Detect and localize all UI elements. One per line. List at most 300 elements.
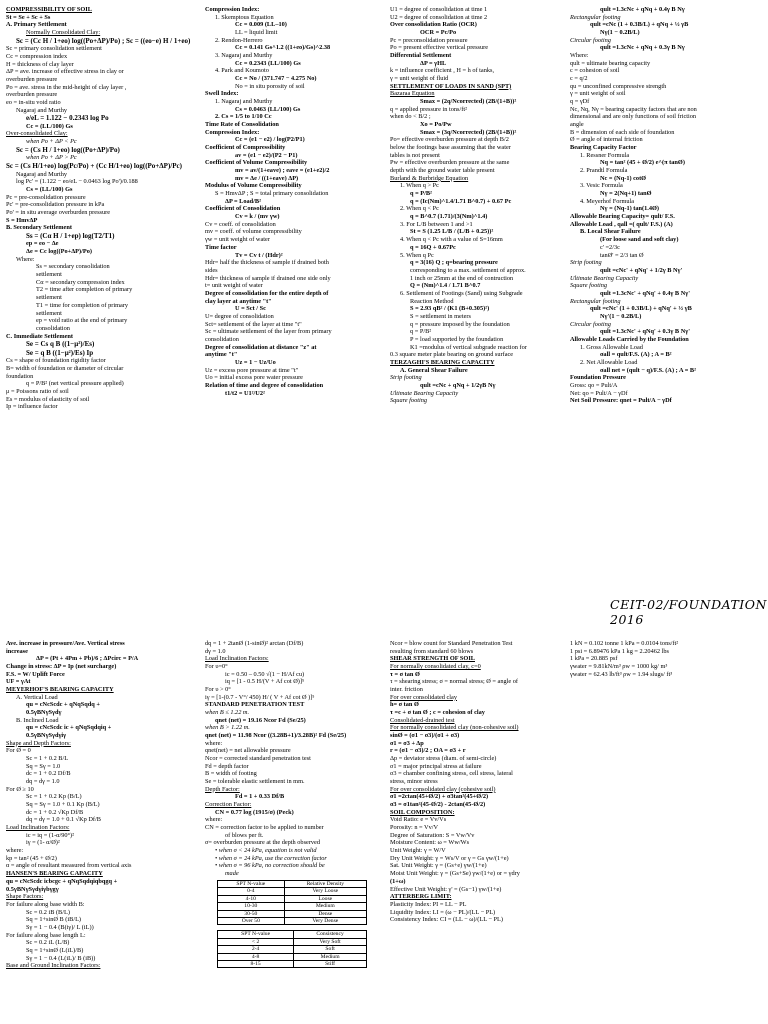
- formula-line: qult =cNc + qNq + 1/2γB Nγ: [420, 381, 496, 389]
- formula-line: ΔP = ave. increase of effective stress in clay or: [6, 68, 124, 76]
- formula-line: S = HmvΔP: [6, 216, 38, 224]
- formula-line: made: [225, 870, 239, 878]
- formula-line: SETTLEMENT OF LOADS IN SAND (SPT): [390, 82, 512, 90]
- formula-line: Over consolidation Ratio (OCR): [390, 21, 477, 29]
- formula-line: k = influence coefficient , H = h of tanks,: [390, 67, 495, 75]
- table-header-row: [218, 880, 367, 887]
- formula-line: Cv = k / (mv γw): [235, 213, 280, 221]
- column-6-lines: [205, 640, 385, 878]
- formula-line: e/eL = 1.122 − 0.2343 log Po: [26, 114, 109, 123]
- table-row: [218, 946, 367, 953]
- column-3: [390, 6, 580, 566]
- formula-line: • when σ = 96 kPa, no correction should be: [215, 862, 325, 870]
- formula-line: Po= effective overburden pressure at depth B/2: [390, 136, 509, 144]
- formula-line: q = P/B²: [410, 190, 432, 198]
- column-8: [570, 640, 762, 1022]
- formula-line: H = thickness of clay layer: [6, 60, 74, 68]
- formula-line: Pw = effective overburden pressure at the same: [390, 159, 510, 167]
- formula-line: St = Se + Sc + Ss: [6, 13, 51, 21]
- formula-line: ΔP = γHL: [420, 59, 447, 67]
- formula-line: • when σ = 24 kPa, use the correction factor: [215, 854, 327, 862]
- formula-line: 1 kN = 0.102 tonne 1 kPa = 0.0104 tons/ft²: [570, 640, 679, 647]
- formula-line: For Ø ≥ 10: [6, 785, 34, 793]
- formula-line: α = angle of resultant measured from vertical axis: [6, 862, 132, 870]
- formula-line: B= width of foundation or diameter of circular: [6, 364, 124, 372]
- formula-line: dc = 1 + 0.2 √Kp Df/B: [26, 808, 84, 816]
- formula-line: 1. Nagaraj and Murthy: [215, 98, 273, 106]
- formula-line: Moist Unit Weight: γ = (Gs+Se) γw/(1+e) or = γdry: [390, 870, 520, 878]
- formula-line: 1 kPa = 20.885 psf: [570, 655, 618, 663]
- formula-line: Cα = secondary compression index: [36, 278, 125, 286]
- formula-line: Nq = tan² (45 + Ø/2) e^(π tanØ): [600, 159, 685, 167]
- table-cell: Loose: [284, 895, 366, 902]
- formula-line: Void Ratio: e = Vv/Vs: [390, 816, 447, 824]
- sheet-footer-title: CEIT-02/FOUNDATION 2016: [610, 597, 767, 628]
- formula-line: Sc = (Cc H / 1+eo) log((Po+ΔP)/Po) ; Sc = ((eo−e) H / 1+eo): [16, 36, 191, 45]
- formula-line: σ1 =2ctan(45+Ø/2) + σ3tan²(45+Ø/2): [390, 793, 489, 801]
- formula-line: Shape and Depth Factors:: [6, 739, 71, 747]
- table-row: [218, 888, 367, 895]
- formula-line: iγ = [1-(0.7 - V°/ 450) H/ ( V + Af cot Ø )]⁵: [205, 693, 315, 701]
- formula-line: Rectangular footing: [570, 297, 621, 305]
- table-header-cell: SPT N-value: [218, 931, 294, 938]
- formula-line: dq = 1 + 2tanØ (1-sinØ)² arctan (Df/B): [205, 640, 304, 647]
- table-row: [218, 961, 367, 968]
- formula-line: dγ = 1.0: [205, 647, 226, 655]
- table-cell: Very Dense: [284, 917, 366, 924]
- spt-density-table: [217, 880, 367, 926]
- formula-line: eo = in-situ void ratio: [6, 98, 61, 106]
- formula-line: Po = ave. stress in the mid-height of clay layer ,: [6, 83, 127, 91]
- formula-line: Fd = 1 + 0.33 Df/B: [235, 793, 285, 801]
- formula-line: Se = q B ((1−μ²)/Es) Ip: [26, 348, 94, 357]
- formula-line: • when σ < 24 kPa, equation is not valid: [215, 847, 317, 855]
- formula-line: 1. Ressner Formula: [580, 151, 630, 159]
- formula-line: Xo = Po/Pw: [420, 121, 452, 129]
- formula-line: Load Inclination Factors:: [6, 824, 70, 832]
- formula-line: c = cohesion of soil: [570, 67, 620, 75]
- formula-line: kp = tan² (45 + Ø/2): [6, 854, 57, 862]
- formula-line: SOIL COMPOSITION:: [390, 808, 455, 816]
- formula-line: For over consolidated clay (cohesive soil): [390, 785, 496, 793]
- formula-line: Allowable Bearing Capacity= qult/ F.S.: [570, 213, 675, 221]
- formula-line: Ss = secondary consolidation: [36, 263, 110, 271]
- formula-line: B = dimension of each side of foundation: [570, 128, 675, 136]
- formula-line: For over consolidated clay: [390, 693, 457, 701]
- table-row: [218, 953, 367, 960]
- table-cell: Medium: [294, 953, 367, 960]
- formula-line: UF = γAt: [6, 678, 31, 686]
- formula-line: Se = tolerable elastic settlement in mm.: [205, 778, 305, 786]
- formula-line: Nγ = 2(Nq+1) tanØ: [600, 190, 652, 198]
- table-cell: Very Soft: [294, 938, 367, 945]
- formula-line: Cs = 0.0463 (LL/100) Gs: [235, 105, 301, 113]
- formula-line: Foundation Pressure: [570, 374, 626, 382]
- formula-line: Net Soil Pressure: qnet = Pult/A − γDf: [570, 397, 672, 405]
- table-cell: Very Loose: [284, 888, 366, 895]
- formula-line: when B > 1.22 m.: [205, 724, 250, 732]
- formula-line: Pc' = pre-consolidation pressure in kPa: [6, 201, 105, 209]
- formula-line: S = 2.93 qB² / (K1 (B+0.305)²): [410, 305, 490, 313]
- formula-line: when B ≤ 1.22 m.: [205, 709, 250, 717]
- formula-line: settlement: [36, 309, 62, 317]
- formula-line: A. General Shear Failure: [400, 366, 468, 374]
- formula-line: Nγ = (Nq-1) tan(1.4Ø): [600, 205, 660, 213]
- formula-line: Sq = 1+sinØ B (iB/L): [26, 916, 82, 924]
- formula-line: 5. When q Pc: [400, 251, 434, 259]
- formula-line: Relation of time and degree of consolidation: [205, 381, 324, 389]
- formula-line: Ss = (Cα H / 1+ep) log(T2/T1): [26, 231, 115, 240]
- formula-line: Δp = deviator stress (diam. of semi-circle): [390, 755, 497, 763]
- column-6: [205, 640, 385, 1022]
- table-cell: Soft: [294, 946, 367, 953]
- formula-line: For failure along base width B:: [6, 900, 85, 908]
- formula-line: MEYERHOF'S BEARING CAPACITY: [6, 686, 114, 694]
- formula-line: qnet (net) = 11.98 Ncor ((3.28B+1)/3.28B)² Fd (Se/25): [205, 732, 347, 740]
- formula-line: 2. Net Allowable Load: [580, 358, 638, 366]
- formula-line: 0.5γBNγSγdγiγbγgγ: [6, 885, 59, 893]
- formula-line: dimensional and are only functions of soil friction: [570, 113, 697, 121]
- formula-line: 6. Settlement of Footings (Sand) using Subgrade: [400, 289, 523, 297]
- formula-line: CN = correction factor to be applied to number: [205, 824, 324, 832]
- formula-line: μ = Poissons ratio of soil: [6, 387, 69, 395]
- formula-line: 3. Nagaraj and Murthy: [215, 52, 273, 60]
- formula-line: qult =cNc (1 + 0.3B/L) + qNq + ½ γB: [590, 21, 689, 29]
- formula-line: Consolidated-drained test: [390, 716, 455, 724]
- formula-line: Normally Consolidated Clay:: [26, 29, 101, 37]
- formula-line: where:: [205, 739, 223, 747]
- formula-line: Coefficient of Compressibility: [205, 144, 286, 152]
- formula-line: σall net = (qult − q)/F.S. (A) ; A = B²: [600, 366, 696, 374]
- formula-line: q = B^0.7 (1.71)/(3(Nm)^1.4): [410, 213, 488, 221]
- formula-line: σ3 = σ1tan²(45-Ø/2) - 2ctan(45-Ø/2): [390, 801, 486, 809]
- formula-line: Change in stress: ΔP = Ip (net surcharge): [6, 663, 117, 671]
- formula-line: Load Inclination Factors:: [205, 655, 269, 663]
- formula-line: Porosity: n = Vv/V: [390, 824, 439, 832]
- formula-line: Degree of consolidation for the entire depth of: [205, 289, 329, 297]
- formula-line: SHEAR STRENGTH OF SOIL: [390, 655, 475, 663]
- formula-line: Ø = angle of internal friction: [570, 136, 643, 144]
- formula-line: Se = Cs q B ((1−μ²)/Es): [26, 340, 95, 349]
- table-row: [218, 938, 367, 945]
- table-header-cell: SPT N-value: [218, 880, 285, 887]
- formula-line: qult =cNc' + qNq' + 1/2γ B Nγ': [600, 266, 683, 274]
- formula-line: τ = σ tan Ø: [390, 670, 420, 678]
- formula-line: σ3 = chamber confining stress, cell stress, lateral: [390, 770, 513, 778]
- formula-line: TERZAGHI'S BEARING CAPACITY: [390, 358, 495, 366]
- formula-line: (For loose sand and soft clay): [600, 236, 679, 244]
- formula-line: Nc, Nq, Nγ = bearing capacity factors that are non: [570, 105, 697, 113]
- formula-line: Allowable Load , qall =( qult/ F.S.) (A): [570, 220, 673, 228]
- formula-line: consolidation: [36, 324, 70, 332]
- formula-line: qu = cNcScdc + qNqSqdq +: [26, 701, 100, 709]
- formula-line: q = γDf: [570, 98, 590, 106]
- formula-line: σ= overburden pressure at the depth observed: [205, 839, 321, 847]
- formula-line: Es = modulus of elasticity of soil: [6, 395, 90, 403]
- formula-line: settlement: [36, 271, 62, 279]
- formula-line: 0.5γBNγSγdγiγ: [26, 732, 67, 740]
- formula-line: ic = 0.50 – 0.50 √(1 − H/Af cu): [225, 670, 305, 678]
- formula-line: Sc = ultimate settlement of the layer from primary: [205, 328, 332, 336]
- formula-line: Hdr= thickness of sample if drained one side only: [205, 274, 331, 282]
- formula-line: Allowable Loads Carried by the Foundation: [570, 335, 689, 343]
- formula-line: of blows per ft.: [225, 831, 264, 839]
- table-cell: 4-10: [218, 895, 285, 902]
- formula-line: B. Secondary Settlement: [6, 224, 72, 232]
- formula-line: Sc = (Cs H/1+eo) log(Pc/Po) + (Cc H/1+eo) log((Po+ΔP)/Pc): [6, 162, 182, 171]
- formula-line: Uo = initial excess pore water pressure: [205, 374, 303, 382]
- formula-line: 4. Park and Koumoto: [215, 67, 269, 75]
- formula-line: γ = unit weight of fluid: [390, 75, 449, 83]
- formula-line: S = HmvΔP ; S = total primary consolidation: [215, 190, 329, 198]
- formula-line: Sc = primary consolidation settlement: [6, 45, 102, 53]
- formula-line: consolidation: [205, 335, 239, 343]
- column-2: [205, 6, 385, 566]
- formula-line: Sq = Sγ = 1.0 + 0.1 Kp (B/L): [26, 801, 100, 809]
- formula-line: Δe = Cc log((Po+ΔP)/Po): [26, 248, 92, 256]
- formula-line: Nagaraj and Murthy: [16, 170, 68, 178]
- table-cell: Over 50: [218, 917, 285, 924]
- formula-line: q = pressure imposed by the foundation: [410, 320, 510, 328]
- formula-line: 1. When q > Pc: [400, 182, 439, 190]
- formula-line: Cv = coeff. of consolidation: [205, 220, 276, 228]
- formula-line: Gross: qo = Pult/A: [570, 381, 618, 389]
- table-cell: 10-30: [218, 903, 285, 910]
- formula-line: Cs = shape of foundation rigidity factor: [6, 357, 106, 365]
- formula-line: B. Local Shear Failure: [580, 228, 641, 236]
- formula-line: Cc = 0.009 (LL–10): [235, 21, 287, 29]
- formula-line: when Po + ΔP < Pc: [26, 138, 77, 146]
- formula-line: qu = cNcScdc ic + qNqSqdqiq +: [26, 724, 112, 732]
- formula-line: Where:: [570, 52, 589, 60]
- formula-line: c' =2/3c: [600, 243, 620, 251]
- formula-line: dq = dγ = 1.0: [26, 778, 60, 786]
- formula-line: CN = 0.77 log (1915/σ) (Peck): [215, 808, 294, 816]
- table-cell: 30-50: [218, 910, 285, 917]
- formula-line: 0.3 square meter plate bearing on ground surface: [390, 351, 514, 359]
- formula-line: γw = unit weight of water: [205, 236, 270, 244]
- formula-line: inter. friction: [390, 686, 423, 694]
- formula-line: B. Inclined Load: [16, 716, 59, 724]
- formula-line: qnet(net) = net allowable pressure: [205, 747, 291, 755]
- formula-line: q = 16Q + 0.67Pc: [410, 243, 456, 251]
- formula-line: 4. Meyerhof Formula: [580, 197, 635, 205]
- formula-line: Sc = 0.2 iL (L/B): [26, 939, 70, 947]
- formula-line: depth with the ground water table present: [390, 167, 495, 175]
- formula-line: Consistency Index: CI = (LL − ω)/(LL − PL): [390, 916, 503, 924]
- formula-line: ATTERBERG LIMIT:: [390, 893, 452, 901]
- table-header-row: [218, 931, 367, 938]
- formula-line: Ultimate Bearing Capacity: [390, 389, 459, 397]
- formula-line: mv = av/(1+eave) ; eave = (e1+e2)/2: [235, 167, 330, 175]
- formula-line: Dry Unit Weight: γ = Ws/V or γ = Gs γw/(1+e): [390, 854, 509, 862]
- formula-line: q = applied pressure in tons/ft²: [390, 105, 467, 113]
- formula-line: ΔP = (Pt + 4Pm + Pb)/6 ; ΔPcirc = P/A: [36, 655, 139, 663]
- formula-line: Depth Factor:: [205, 785, 240, 793]
- formula-line: Cc = 0.141 Gs^1.2 ((1+eo)/Gs)^2.38: [235, 44, 331, 52]
- formula-line: Bearing Capacity Factor: [570, 144, 637, 152]
- formula-line: qult =cNc' (1 + 0.3B/L) + qNq' + ½ γB: [590, 305, 692, 313]
- table-row: [218, 895, 367, 902]
- formula-line: Sc = (Cs H / 1+eo) log((Po+ΔP)/Po): [16, 145, 120, 154]
- formula-line: Po = present effective vertical pressure: [390, 44, 489, 52]
- table-row: [218, 910, 367, 917]
- formula-line: Coefficient of Volume Compressibility: [205, 159, 308, 167]
- formula-line: ΔP = Load/B²: [225, 197, 262, 205]
- table-row: [218, 917, 367, 924]
- formula-line: ep = void ratio at the end of primary: [36, 317, 128, 325]
- formula-line: U2 = degree of consolidation at time 2: [390, 13, 488, 21]
- formula-line: resulting from standard 60 blows: [390, 647, 474, 655]
- formula-line: Fd = depth factor: [205, 762, 249, 770]
- formula-line: Cc = 0.2343 (LL/100) Gs: [235, 59, 301, 67]
- formula-line: For normally consolidated clay, c=0: [390, 663, 481, 671]
- formula-line: q = (Ic(Nm)^1.4/1.71 B^0.7) + 0.67 Pc: [410, 197, 512, 205]
- formula-line: angle: [570, 121, 584, 129]
- formula-line: Sct= settlement of the layer at time "t": [205, 320, 302, 328]
- table-cell: < 2: [218, 938, 294, 945]
- formula-line: qult =1.3cNc' + qNq' + 0.4γ B Nγ': [600, 289, 690, 297]
- formula-line: Smax = (2q/Ncorrected) (2B/(1+B))²: [420, 98, 517, 106]
- formula-line: Circular footing: [570, 320, 611, 328]
- formula-line: Uz = 1 − Uz/Uo: [235, 358, 276, 366]
- formula-line: iq = [1 - 0.5 H/(V + Af cot Ø)]⁵: [225, 678, 305, 686]
- formula-line: Burland & Burbridge Equation: [390, 174, 469, 182]
- formula-line: For Ø = 0: [6, 747, 31, 755]
- formula-line: For υ=0°: [205, 663, 228, 671]
- formula-line: Ultimate Bearing Capacity: [570, 274, 639, 282]
- formula-line: q = P/B² (net vertical pressure applied): [26, 380, 124, 388]
- formula-line: Tv = Cv t / (Hdr)²: [235, 251, 283, 259]
- formula-line: B = width of footing: [205, 770, 257, 778]
- formula-line: Cc = (LL/100) Gs: [26, 122, 73, 130]
- formula-line: Coefficient of Consolidation: [205, 205, 281, 213]
- formula-line: U= degree of consolidation: [205, 312, 274, 320]
- formula-line: Reaction Method: [410, 297, 454, 305]
- formula-line: Sq = Sγ = 1.0: [26, 762, 61, 770]
- formula-line: 4. When q < Pc with a value of S=16mm: [400, 236, 503, 244]
- formula-line: OCR = Pc/Po: [420, 29, 457, 37]
- formula-line: overburden pressure: [6, 75, 58, 83]
- formula-line: 1 psi = 6.89476 kPa 1 kg = 2.20462 lbs: [570, 647, 669, 655]
- table-cell: Medium: [284, 903, 366, 910]
- formula-line: dq = dγ = 1.0 + 0.1 √Kp Df/B: [26, 816, 101, 824]
- formula-line: STANDARD PENETRATION TEST: [205, 701, 305, 709]
- formula-line: COMPRESSIBILITY OF SOIL: [6, 6, 92, 13]
- formula-line: Cc = (e1 − e2) / log(P2/P1): [235, 136, 305, 144]
- formula-line: St = S (1.25 L/B / (L/B + 0.25))²: [410, 228, 494, 236]
- formula-line: Degree of Saturation: S = Vw/Vv: [390, 831, 475, 839]
- formula-line: Base and Ground Inclination Factors:: [6, 962, 101, 970]
- formula-line: iγ = (1- α/Ø)²: [26, 839, 60, 847]
- formula-line: U1 = degree of consolidation at time 1: [390, 6, 488, 13]
- formula-line: where:: [6, 847, 24, 855]
- formula-line: 1. Skemptous Equation: [215, 13, 274, 21]
- formula-line: Q = (Nm)^1.4 / 1.71 B^0.7: [410, 282, 481, 290]
- formula-line: γwater = 62.43 lb/ft³ ρw = 1.94 slugs/ ft³: [570, 670, 673, 678]
- formula-line: mv = Δe / ((1+eave) ΔP): [235, 174, 299, 182]
- formula-line: Unit Weight: γ = W/V: [390, 847, 446, 855]
- formula-line: dc = 1 + 0.2 Df/B: [26, 770, 71, 778]
- table-cell: 2-4: [218, 946, 294, 953]
- column-5: [6, 640, 196, 1022]
- formula-line: qult =1.3cNc + qNq + 0.4γ B Nγ: [600, 6, 685, 13]
- formula-line: Time Rate of Consolidation: [205, 121, 279, 129]
- formula-line: Pc = preconsolidation pressure: [390, 36, 468, 44]
- formula-line: sinØ = (σ1 − σ3)/(σ1 + σ3): [390, 732, 460, 740]
- formula-line: No = in situ porosity of soil: [235, 82, 305, 90]
- formula-line: sides: [205, 266, 218, 274]
- formula-line: qult = ultimate bearing capacity: [570, 59, 651, 67]
- formula-line: Modulus of Volume Compressibility: [205, 182, 302, 190]
- formula-line: Nc = (Nq-1) cotØ: [600, 174, 647, 182]
- formula-line: Shape Factors:: [6, 893, 44, 901]
- table-header-cell: Consistency: [294, 931, 367, 938]
- formula-line: 2. Rendon-Herrero: [215, 36, 263, 44]
- formula-line: foundation: [6, 372, 34, 380]
- formula-line: settlement: [36, 294, 62, 302]
- formula-line: qu = cNcScdc icbcgc + qNqSqdqiqbqgq +: [6, 877, 118, 885]
- formula-line: Liquidity Index: LI = (ω − PL)/(LL − PL): [390, 908, 496, 916]
- formula-line: q = P/B²: [410, 328, 432, 336]
- formula-line: Bazaraa Equation: [390, 90, 435, 98]
- formula-line: Where:: [16, 255, 35, 263]
- formula-line: τ = shearing stress; σ = normal stress; Ø = angle of: [390, 678, 518, 686]
- formula-line: Plasticity Index: PI = LL − PL: [390, 900, 467, 908]
- formula-line: T2 = time after completion of primary: [36, 286, 133, 294]
- formula-line: anytime "t": [205, 351, 238, 359]
- formula-line: av = (e1 − e2)/(P2 − P1): [235, 151, 298, 159]
- formula-line: overburden pressure: [6, 91, 58, 99]
- formula-line: Ip = influence factor: [6, 403, 58, 411]
- formula-line: Square footing: [570, 282, 608, 290]
- formula-line: γ = unit weight of soil: [570, 90, 626, 98]
- formula-line: Effective Unit Weight: γ' = (Gs−1) γw/(1+e): [390, 885, 502, 893]
- formula-line: 2. When q < Pc: [400, 205, 439, 213]
- formula-line: qu = unconfined compressive strength: [570, 82, 667, 90]
- formula-line: Sc = 0.2 iB (B/L): [26, 908, 70, 916]
- table-cell: 4-8: [218, 953, 294, 960]
- formula-line: r = (σ1 − σ3)/2 ; OA = σ3 + r: [390, 747, 466, 755]
- formula-line: Hdr= half the thickness of sample if drained both: [205, 259, 329, 267]
- formula-line: Cc = No / (371.747 − 4.275 No): [235, 75, 317, 83]
- formula-line: 3. For L/B between 1 and >1: [400, 220, 473, 228]
- formula-line: Rectangular footing: [570, 13, 621, 21]
- formula-line: τ =c + σ tan Ø ; c = cohesion of clay: [390, 709, 485, 717]
- formula-line: mv = coeff. of volume compressibility: [205, 228, 302, 236]
- formula-line: LL = liquid limit: [235, 29, 278, 37]
- table-cell: Dense: [284, 910, 366, 917]
- formula-line: Moisture Content: ω = Ww/Ws: [390, 839, 470, 847]
- column-4: [570, 6, 762, 566]
- formula-line: Cs = (LL/100) Gs: [26, 185, 73, 193]
- formula-line: Compression Index:: [205, 6, 260, 13]
- formula-line: Sγ = 1 − 0.4 (L(iL)/ B (iB)): [26, 954, 96, 962]
- formula-line: t1/t2 = U1²/U2²: [225, 389, 265, 397]
- formula-line: increase: [6, 647, 28, 655]
- formula-line: Ave. increase in pressure/Ave. Vertical stress: [6, 640, 125, 647]
- formula-line: where:: [205, 816, 223, 824]
- formula-line: when Po + ΔP > Pc: [26, 154, 77, 162]
- formula-line: Ncor = corrected standard penetration test: [205, 755, 311, 763]
- formula-line: ep = eo − Δe: [26, 240, 59, 248]
- formula-line: A. Vertical Load: [16, 693, 58, 701]
- formula-line: C. Immediate Settlement: [6, 332, 73, 340]
- table-cell: Stiff: [294, 961, 367, 968]
- formula-line: 0.5γBNγSγdγ: [26, 709, 62, 717]
- formula-line: tables is not present: [390, 151, 440, 159]
- formula-line: Pc = pre-consolidation pressure: [6, 193, 86, 201]
